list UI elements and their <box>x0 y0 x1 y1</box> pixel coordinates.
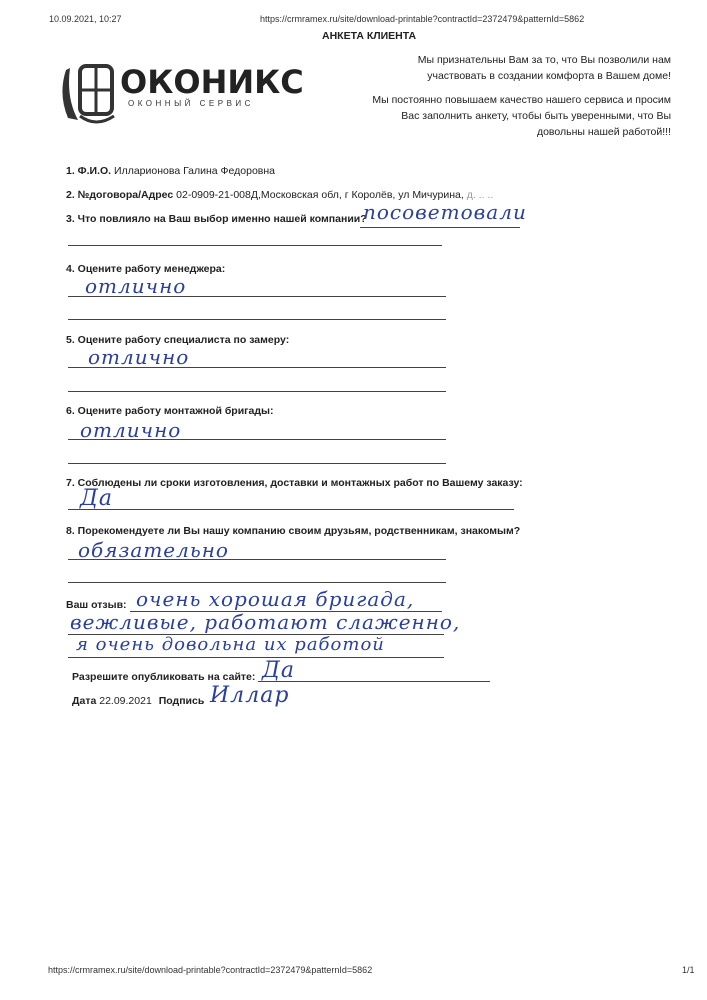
date-value: 22.09.2021 <box>99 695 152 707</box>
review-line-2-text: вежливые, работают слаженно, <box>70 610 461 634</box>
question-7-label: 7. Соблюдены ли сроки изготовления, доставки и монтажных работ по Вашему заказу: <box>66 477 523 489</box>
question-3-line-2 <box>68 245 442 246</box>
question-8-line-2 <box>68 582 446 583</box>
question-6-line-1 <box>68 439 446 440</box>
question-8-label: 8. Порекомендуете ли Вы нашу компанию своим друзьям, родственникам, знакомым? <box>66 525 521 537</box>
question-3-label: 3. Что повлияло на Ваш выбор именно нашей компании? <box>66 213 367 225</box>
print-datetime: 10.09.2021, 10:27 <box>49 14 122 24</box>
question-2-faded-value: д. .. .. <box>466 189 494 201</box>
intro-thanks-line1: Мы признательны Вам за то, что Вы позволили нам <box>417 54 671 66</box>
intro-thanks <box>351 52 671 84</box>
print-url: https://crmramex.ru/site/download-printable?contractId=2372479&patternId=5862 <box>260 14 585 24</box>
intro-request-line1: Мы постоянно повышаем качество нашего сервиса и просим <box>372 94 671 106</box>
question-3-answer-line <box>360 227 520 228</box>
question-4-line-1 <box>68 296 446 297</box>
question-8-answer: обязательно <box>78 538 229 562</box>
publish-label: Разрешите опубликовать на сайте: <box>72 671 256 683</box>
logo-subtitle: ОКОННЫЙ СЕРВИС <box>128 99 254 108</box>
date-field <box>72 695 204 707</box>
question-6 <box>66 405 274 417</box>
footer-url: https://crmramex.ru/site/download-printable?contractId=2372479&patternId=5862 <box>48 965 373 975</box>
question-4-line-2 <box>68 319 446 320</box>
question-8-line-1 <box>68 559 446 560</box>
question-1 <box>66 165 275 177</box>
question-5-label: 5. Оцените работу специалиста по замеру: <box>66 334 290 346</box>
publish-answer: Да <box>262 658 296 683</box>
question-5-line-2 <box>68 391 446 392</box>
question-5-answer: отлично <box>88 345 190 369</box>
signature: Иллар <box>210 683 290 708</box>
intro-request-line2: Вас заполнить анкету, чтобы быть уверенными, что Вы <box>401 110 671 122</box>
publish-line <box>258 681 490 682</box>
date-label: Дата <box>72 695 97 707</box>
review-label: Ваш отзыв: <box>66 599 127 611</box>
question-7-line-1 <box>68 509 514 510</box>
question-1-label: 1. Ф.И.О. <box>66 165 112 177</box>
question-1-value: Илларионова Галина Федоровна <box>114 165 276 177</box>
review-line-3-text: я очень довольна их работой <box>76 634 385 655</box>
question-6-answer: отлично <box>80 418 182 442</box>
intro-thanks-line2: участвовать в создании комфорта в Вашем доме! <box>427 70 671 82</box>
intro-request-line3: довольны нашей работой!!! <box>536 126 671 138</box>
question-5-line-1 <box>68 367 446 368</box>
review-line-3 <box>68 657 444 658</box>
question-2-label: 2. №договора/Адрес <box>66 189 174 201</box>
question-2-value: 02-0909-21-008Д,Московская обл, г Королёв, ул Мичурина, <box>176 189 464 201</box>
question-6-label: 6. Оцените работу монтажной бригады: <box>66 405 274 417</box>
document-title: АНКЕТА КЛИЕНТА <box>322 30 417 42</box>
window-logo-icon <box>60 58 124 128</box>
question-7 <box>66 477 523 489</box>
question-3 <box>66 213 367 225</box>
question-6-line-2 <box>68 463 446 464</box>
intro-request <box>331 92 671 140</box>
question-7-answer: Да <box>80 486 114 511</box>
question-4-label: 4. Оцените работу менеджера: <box>66 263 226 275</box>
page-number: 1/1 <box>682 965 695 975</box>
logo-name: ОКОНИКС <box>120 63 304 101</box>
question-8 <box>66 525 520 537</box>
review-line-1-text: очень хорошая бригада, <box>136 587 415 611</box>
signature-label: Подпись <box>158 695 205 707</box>
question-4-answer: отлично <box>85 274 187 298</box>
question-3-answer: посоветовали <box>363 200 527 224</box>
